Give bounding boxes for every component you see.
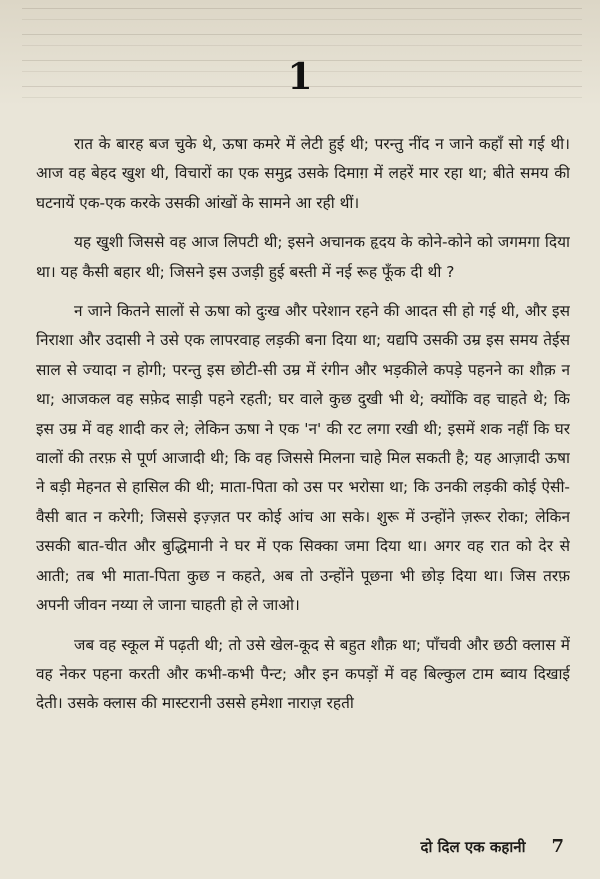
bleed-line (22, 34, 582, 46)
chapter-body (36, 130, 570, 820)
bleed-line (22, 8, 582, 20)
paragraph-1: रात के बारह बज चुके थे, ऊषा कमरे में लेटी हुई थी; परन्तु नींद न जाने कहाँ सो गई थी। आज वह बेहद खुश थी, विचारों का एक समुद्र उसके दिमाग़ में लहरें मार रहा था; बीते समय की घटनायें एक-एक करके उसकी आंखों के सामने आ रही थीं। (36, 135, 570, 212)
page-number: 7 (551, 836, 564, 857)
footer-book-title: दो दिल एक कहानी (420, 838, 526, 856)
paragraph-2: यह खुशी जिससे वह आज लिपटी थी; इसने अचानक हृदय के कोने-कोने को जगमगा दिया था। यह कैसी बहार थी; जिसने इस उजड़ी हुई बस्ती में नई रूह फूँक दी थी ? (36, 233, 570, 281)
page-footer (421, 836, 564, 857)
chapter-number: 1 (287, 56, 313, 98)
paragraph-4: जब वह स्कूल में पढ़ती थी; तो उसे खेल-कूद से बहुत शौक़ था; पाँचवी और छठी क्लास में वह नेकर पहना करती और कभी-कभी पैन्ट; और इन कपड़ों में वह बिल्कुल टाम ब्वाय दिखाई देती। उसके क्लास की मास्टरानी उससे हमेशा नाराज़ रहती (36, 635, 570, 713)
paragraph-3: न जाने कितने सालों से ऊषा को दुःख और परेशान रहने की आदत सी हो गई थी, और इस निराशा और उदासी ने उसे एक लापरवाह लड़की बना दिया था; यद्यपि उसकी उम्र इस समय तेईस साल से ज्यादा न होगी; परन्तु इस छोटी-सी उम्र में रंगीन और भड़कीले कपड़े पहनने का शौक़ न था; आजकल वह सफ़ेद साड़ी पहने रहती; घर वाले कुछ दुखी भी थे; क्योंकि वह चाहते थे; कि इस उम्र में वह शादी कर ले; लेकिन ऊषा ने एक 'न' की रट लगा रखी थी; इसमें शक नहीं कि घर वालों की तरफ़ से पूर्ण आजादी थी; कि वह जिससे मिलना चाहे मिल सकती है; यह आज़ादी ऊषा ने बड़ी मेहनत से हासिल की थी; माता-पिता को उस पर भरोसा था; कि उनकी लड़की कोई ऐसी-वैसी बात न करेगी; जिससे इज़्ज़त पर कोई आंच आ सके। शुरू में उन्होंने ज़रूर रोका; लेकिन उसकी बात-चीत और बुद्धिमानी ने घर में एक सिक्का जमा दिया था। अगर वह रात को देर से आती; तब भी माता-पिता कुछ न कहते, अब तो उन्होंने पूछना भी छोड़ दिया था। जिस तरफ़ अपनी जीवन नय्या ले जाना चाहती हो ले जाओ। (36, 302, 570, 615)
